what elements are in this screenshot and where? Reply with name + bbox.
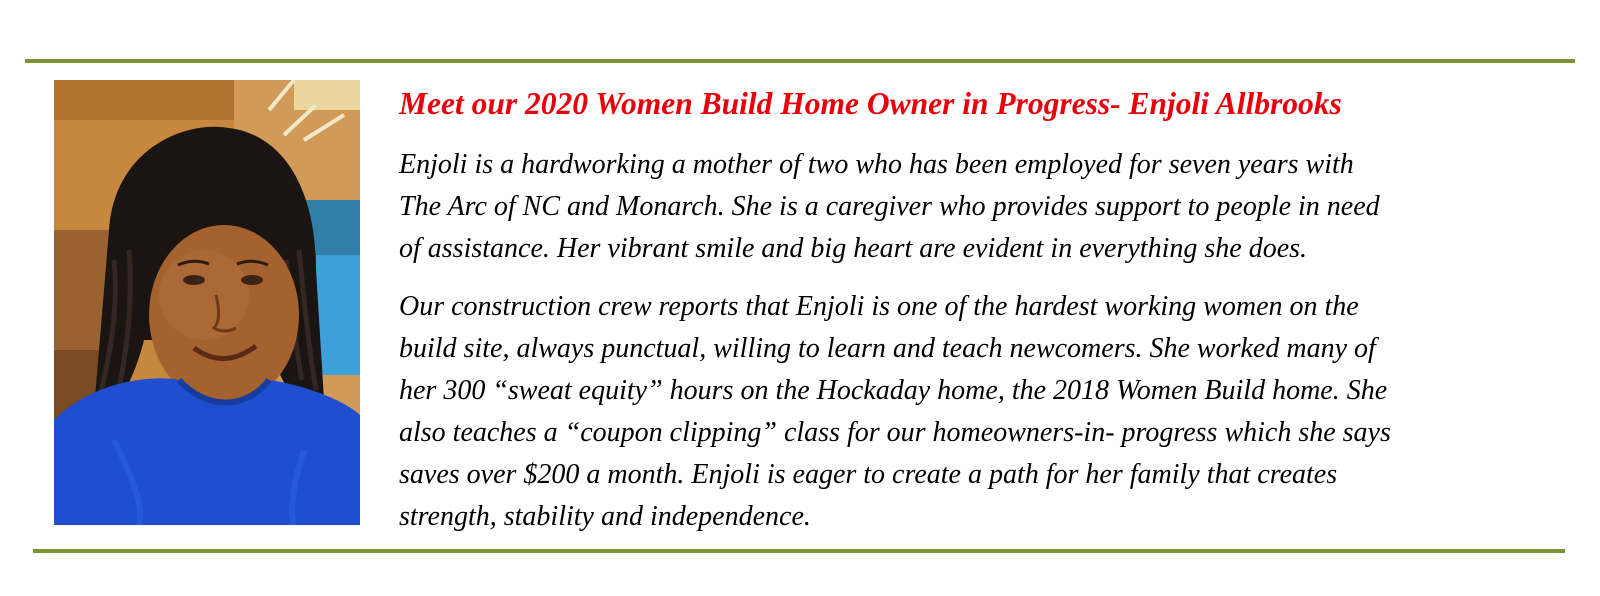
paragraph-line: Enjoli is a hardworking a mother of two who has been employed for seven years with [399, 149, 1354, 180]
portrait-photo [54, 80, 360, 525]
paragraph-line: of assistance. Her vibrant smile and big heart are evident in everything she does. [399, 233, 1308, 264]
paragraph-crew-report [399, 286, 1569, 538]
top-divider [25, 59, 1575, 63]
bottom-divider [33, 549, 1565, 553]
paragraph-line: build site, always punctual, willing to learn and teach newcomers. She worked many of [399, 333, 1376, 364]
paragraph-line: Our construction crew reports that Enjoli is one of the hardest working women on the [399, 291, 1359, 322]
article-title: Meet our 2020 Women Build Home Owner in Progress- Enjoli Allbrooks [399, 86, 1342, 121]
paragraph-intro [399, 144, 1569, 270]
paragraph-line: her 300 “sweat equity” hours on the Hockaday home, the 2018 Women Build home. She [399, 375, 1388, 406]
paragraph-line: saves over $200 a month. Enjoli is eager to create a path for her family that creates [399, 459, 1338, 490]
paragraph-line: also teaches a “coupon clipping” class for our homeowners-in- progress which she says [399, 417, 1391, 448]
paragraph-line: The Arc of NC and Monarch. She is a caregiver who provides support to people in need [399, 191, 1380, 222]
paragraph-line: strength, stability and independence. [399, 501, 811, 532]
